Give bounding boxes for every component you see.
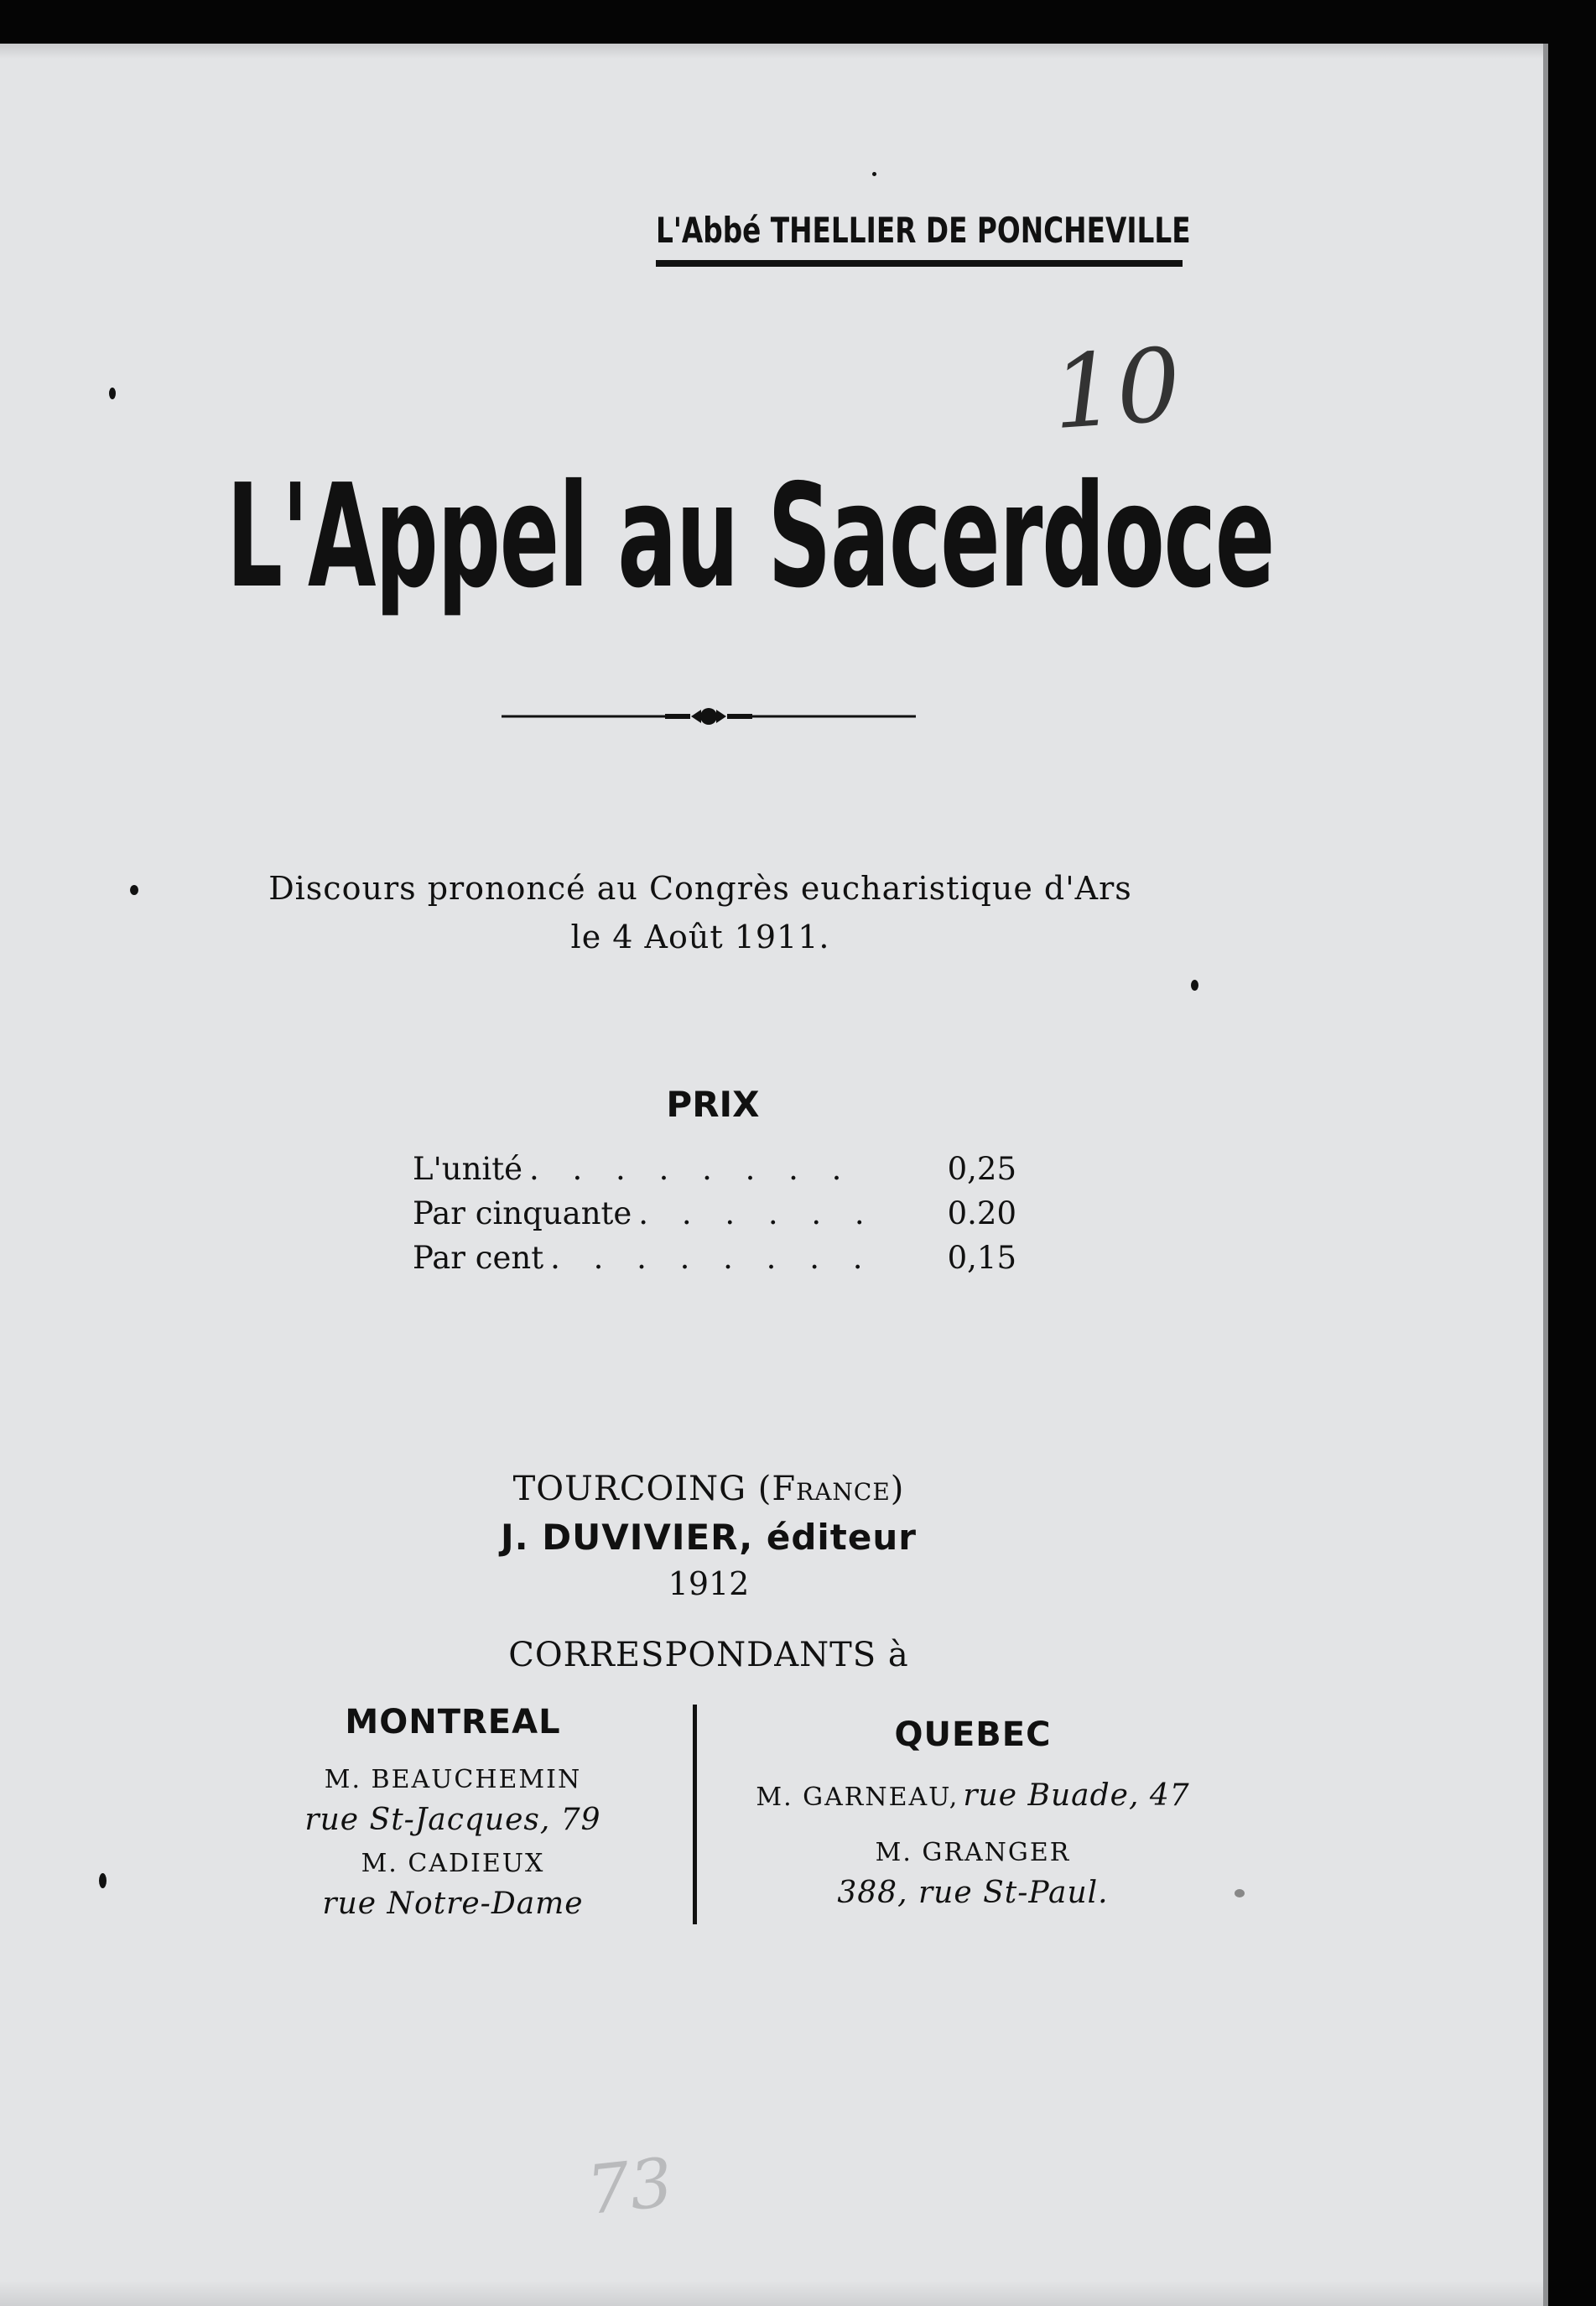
- page-edge-shadow: [1543, 44, 1548, 2306]
- author-underline: [656, 260, 1183, 267]
- prix-heading: PRIX: [666, 1084, 760, 1125]
- scan-speck: [130, 885, 138, 895]
- pencil-annotation: 73: [583, 2142, 677, 2231]
- quebec-contact-address: 388, rue St-Paul.: [837, 1876, 1109, 1910]
- price-value: 0,15: [947, 1240, 1016, 1276]
- price-leader-dots: . . . . . . . .: [529, 1151, 854, 1187]
- price-value: 0.20: [947, 1195, 1016, 1231]
- price-label: L'unité: [413, 1151, 522, 1187]
- quebec-contact-name: M. GARNEAU,: [756, 1783, 959, 1812]
- quebec-contact-name: M. GRANGER: [875, 1838, 1071, 1867]
- scan-speck: [99, 1873, 107, 1888]
- price-leader-dots: . . . . . .: [638, 1195, 876, 1231]
- ornament-divider-icon: [502, 706, 916, 726]
- scan-speck: [872, 172, 876, 176]
- imprint-city: [352, 1470, 1065, 1508]
- country-name: (France): [757, 1470, 905, 1508]
- publication-year: 1912: [668, 1565, 750, 1602]
- price-leader-dots: . . . . . . . .: [550, 1240, 875, 1276]
- montreal-contact-name: M. CADIEUX: [361, 1849, 545, 1878]
- montreal-contact-address: rue Notre-Dame: [322, 1887, 584, 1921]
- price-list: [413, 1151, 1016, 1284]
- author-name: L'Abbé THELLIER DE PONCHEVILLE: [656, 210, 1191, 251]
- quebec-column: [730, 1715, 1216, 1915]
- quebec-contact-1: [730, 1774, 1216, 1818]
- price-row: [413, 1240, 1016, 1284]
- page-title: L'Appel au Sacerdoce: [226, 454, 1275, 620]
- quebec-contact-address: rue Buade, 47: [963, 1778, 1190, 1813]
- price-row: [413, 1151, 1016, 1195]
- scan-speck: [1191, 980, 1198, 991]
- montreal-title: MONTREAL: [345, 1703, 561, 1741]
- price-label: Par cinquante: [413, 1195, 632, 1231]
- city-name: TOURCOING: [512, 1470, 747, 1508]
- subtitle-line-1: Discours prononcé au Congrès eucharistique d'Ars: [268, 870, 1132, 907]
- subtitle: [185, 864, 1216, 961]
- correspondants-heading: CORRESPONDANTS à: [508, 1636, 909, 1674]
- handwritten-number: 10: [1048, 326, 1185, 453]
- price-label: Par cent: [413, 1240, 544, 1276]
- price-row: [413, 1195, 1016, 1240]
- montreal-column: [252, 1703, 654, 1926]
- montreal-contact-address: rue St-Jacques, 79: [304, 1803, 601, 1837]
- montreal-contact-name: M. BEAUCHEMIN: [324, 1765, 582, 1794]
- scan-speck: [109, 388, 116, 399]
- scan-speck: [1235, 1889, 1245, 1897]
- quebec-title: QUEBEC: [894, 1715, 1052, 1754]
- subtitle-line-2: le 4 Août 1911.: [570, 919, 830, 955]
- column-divider: [693, 1705, 697, 1924]
- price-value: 0,25: [947, 1151, 1016, 1187]
- publisher-name: J. DUVIVIER, éditeur: [501, 1517, 917, 1558]
